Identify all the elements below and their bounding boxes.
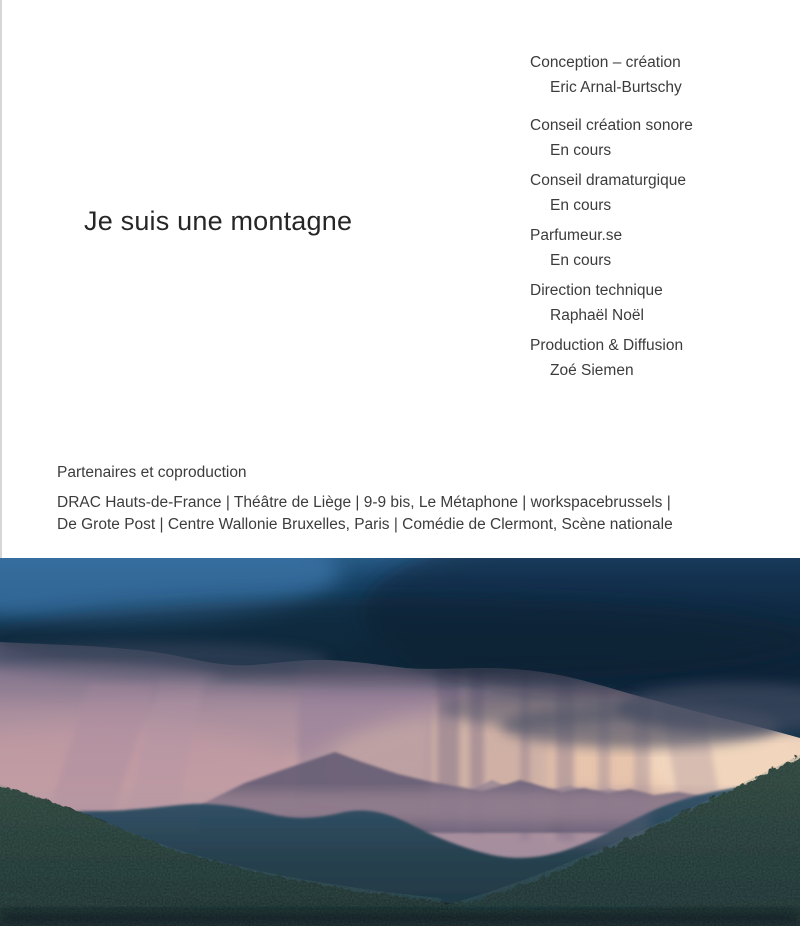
credit-role: Conseil création sonore bbox=[530, 117, 693, 134]
credit-role: Direction technique bbox=[530, 282, 663, 299]
credit-name: Eric Arnal-Burtschy bbox=[550, 79, 682, 96]
credits-list bbox=[530, 50, 693, 388]
mountain-storm-photo-art bbox=[0, 558, 800, 926]
credit-item bbox=[530, 50, 693, 100]
credit-item bbox=[530, 113, 693, 163]
page-left-edge bbox=[0, 0, 2, 558]
credit-name: En cours bbox=[550, 252, 612, 269]
partners-heading: Partenaires et coproduction bbox=[57, 464, 247, 481]
credit-role: Conception – création bbox=[530, 54, 681, 71]
partners-section bbox=[57, 460, 673, 535]
credit-role: Production & Diffusion bbox=[530, 337, 684, 354]
partners-line: DRAC Hauts-de-France | Théâtre de Liège | 9-9 bis, Le Métaphone | workspacebrussels | bbox=[57, 494, 671, 511]
credit-item bbox=[530, 223, 693, 273]
credit-item bbox=[530, 168, 693, 218]
partners-line: De Grote Post | Centre Wallonie Bruxelles, Paris | Comédie de Clermont, Scène nationale bbox=[57, 515, 673, 533]
credit-name: Raphaël Noël bbox=[550, 307, 644, 324]
credit-item bbox=[530, 333, 693, 383]
credit-item bbox=[530, 278, 693, 328]
credit-role: Conseil dramaturgique bbox=[530, 172, 686, 189]
page-title: Je suis une montagne bbox=[84, 206, 353, 236]
credit-name: En cours bbox=[550, 142, 612, 159]
credit-name: Zoé Siemen bbox=[550, 362, 634, 379]
credit-name: En cours bbox=[550, 197, 612, 214]
mountain-storm-photo bbox=[0, 558, 800, 926]
credit-role: Parfumeur.se bbox=[530, 227, 623, 244]
